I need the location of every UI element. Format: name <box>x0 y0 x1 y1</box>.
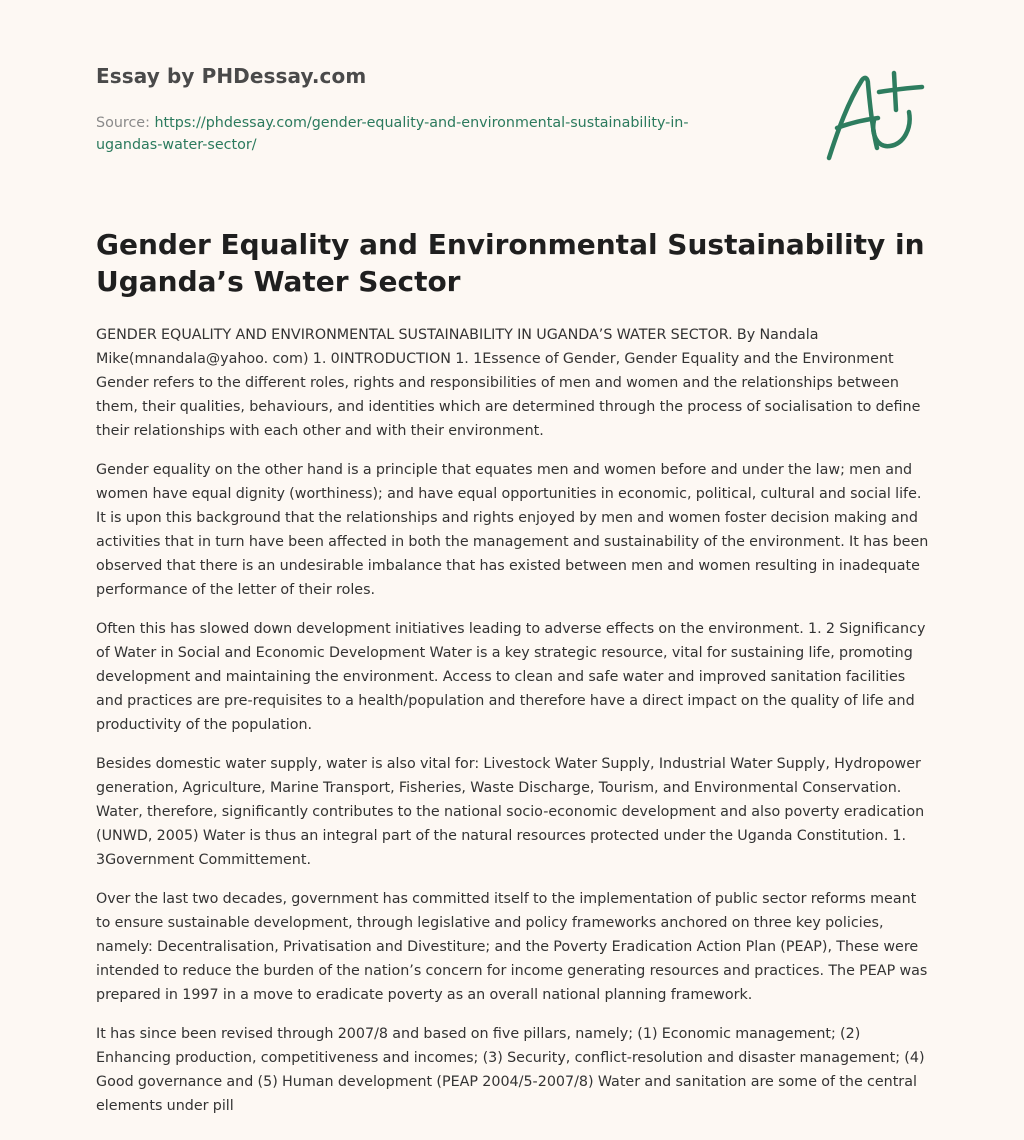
site-title: Essay by PHDessay.com <box>96 64 367 88</box>
source-line <box>96 112 736 156</box>
essay-title: Gender Equality and Environmental Sustainability in Uganda’s Water Sector <box>96 228 925 298</box>
essay-paragraph: It has since been revised through 2007/8 and based on five pillars, namely; (1) Economic management; (2) Enhancing production, competitiveness and incomes; (3) Security, conflict-resolution and disaster management; (4) Good governance and (5) Human development (PEAP 2004/5-2007/8) Water and sanitation are some of the central elements under pill <box>96 1026 925 1114</box>
essay-paragraph: Often this has slowed down development initiatives leading to adverse effects on the environment. 1. 2 Significancy of Water in Social and Economic Development Water is a key strategic resource, vital for sustaining life, promoting development and maintaining the environment. Access to clean and safe water and improved sanitation facilities and practices are pre-requisites to a health/population and therefore have a direct impact on the quality of life and productivity of the population. <box>96 621 926 733</box>
a-plus-logo-icon <box>822 68 932 168</box>
essay-paragraph: Besides domestic water supply, water is also vital for: Livestock Water Supply, Industrial Water Supply, Hydropower generation, Agriculture, Marine Transport, Fisheries, Waste Discharge, Tourism, and Environmental Conservation. Water, therefore, significantly contributes to the national socio-economic development and also poverty eradication (UNWD, 2005) Water is thus an integral part of the natural resources protected under the Uganda Constitution. 1. 3Government Committement. <box>96 756 925 868</box>
essay-paragraph: Over the last two decades, government has committed itself to the implementation of public sector reforms meant to ensure sustainable development, through legislative and policy frameworks anchored on three key policies, namely: Decentralisation, Privatisation and Divestiture; and the Poverty Eradication Action Plan (PEAP), These were intended to reduce the burden of the nation’s concern for income generating resources and practices. The PEAP was prepared in 1997 in a move to eradicate poverty as an overall national planning framework. <box>96 891 928 1003</box>
essay-paragraph: Gender equality on the other hand is a principle that equates men and women before and under the law; men and women have equal dignity (worthiness); and have equal opportunities in economic, political, cultural and social life. It is upon this background that the relationships and rights enjoyed by men and women foster decision making and activities that in turn have been affected in both the management and sustainability of the environment. It has been observed that there is an undesirable imbalance that has existed between men and women resulting in inadequate performance of the letter of their roles. <box>96 462 929 598</box>
essay-body <box>96 323 932 1133</box>
essay-paragraph: GENDER EQUALITY AND ENVIRONMENTAL SUSTAINABILITY IN UGANDA’S WATER SECTOR. By Nandala Mike(mnandala@yahoo. com) 1. 0INTRODUCTION 1. 1Essence of Gender, Gender Equality and the Environment Gender refers to the different roles, rights and responsibilities of men and women and the relationships between them, their qualities, behaviours, and identities which are determined through the process of socialisation to define their relationships with each other and with their environment. <box>96 327 921 439</box>
source-link[interactable]: https://phdessay.com/gender-equality-and-environmental-sustainability-in-ugandas-water-sector/ <box>96 115 689 153</box>
source-label: Source: <box>96 115 150 131</box>
